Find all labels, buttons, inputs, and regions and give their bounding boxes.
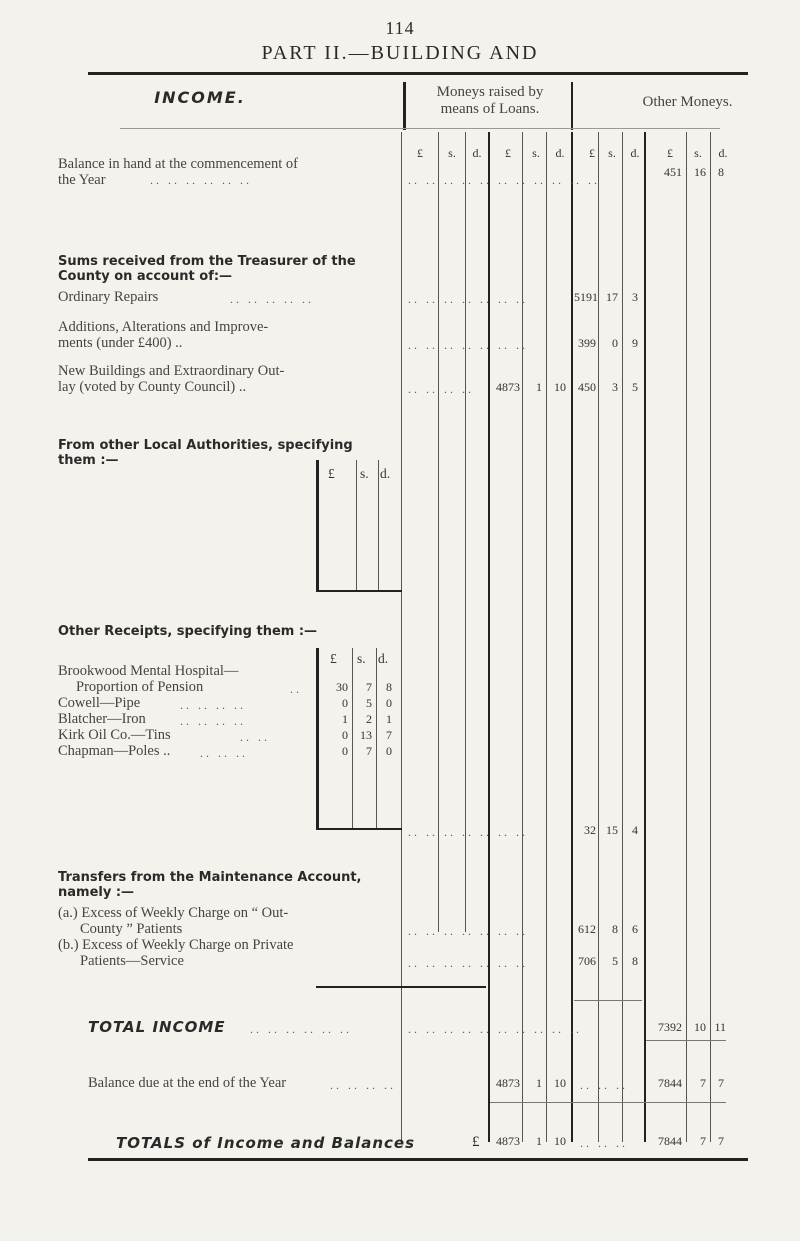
receipt-item-shillings: 7 <box>366 744 372 758</box>
additions-pence: 9 <box>632 336 638 350</box>
balance-due-pence: 7 <box>718 1076 724 1090</box>
sub-header-pence: d. <box>380 466 391 481</box>
other-receipts-total-pence: 4 <box>632 823 638 837</box>
leader-dots: .. .. .. .. .. .. .. .. .. .. .. <box>408 173 600 187</box>
new-buildings-loan-pounds: 4873 <box>496 380 520 394</box>
leader-dots: .. .. .. .. .. .. .. <box>408 292 528 306</box>
additions-line2: ments (under £400) .. <box>58 334 183 351</box>
ordinary-shillings: 17 <box>606 290 618 304</box>
receipt-item-label: Chapman—Poles .. <box>58 743 171 759</box>
transfer-b-pounds: 706 <box>578 954 596 968</box>
balance-due-label: Balance due at the end of the Year <box>88 1075 287 1091</box>
receipt-item-pounds: 1 <box>342 712 348 726</box>
col-header-pence: d. <box>718 146 728 160</box>
page-number: 114 <box>385 18 415 38</box>
transfer-a-shillings: 8 <box>612 922 618 936</box>
leader-dots: .. .. .. <box>200 746 248 760</box>
col-header-pence: d. <box>630 146 640 160</box>
sub-header-pound: £ <box>328 466 335 481</box>
transfer-b-pence: 8 <box>632 954 638 968</box>
transfer-a-line1: (a.) Excess of Weekly Charge on “ Out- <box>58 905 289 921</box>
col-header-shilling: s. <box>448 146 456 160</box>
balance-due-shillings: 7 <box>700 1076 706 1090</box>
leader-dots: .. .. .. .. .. .. .. <box>408 338 528 352</box>
leader-dots: .. .. .. .. <box>180 698 246 712</box>
transfers-bottom-rule <box>316 986 486 988</box>
subtotal-rule <box>574 1000 642 1001</box>
treasurer-heading <box>58 254 356 284</box>
leader-dots: .. <box>290 682 302 696</box>
new-buildings-line1: New Buildings and Extraordinary Out- <box>58 363 285 379</box>
balance-due-loan-pounds: 4873 <box>496 1076 520 1090</box>
col-line <box>571 132 573 1142</box>
leader-dots: .. .. .. .. <box>330 1078 396 1092</box>
loans-heading-line1: Moneys raised by <box>436 84 544 100</box>
balance-due-rule <box>490 1102 726 1103</box>
additions-shillings: 0 <box>612 336 618 350</box>
col-line <box>401 132 402 1142</box>
transfer-a-pounds: 612 <box>578 922 596 936</box>
col-header-shilling: s. <box>694 146 702 160</box>
col-header-pound: £ <box>417 146 423 160</box>
receipt-item-pence: 0 <box>386 696 392 710</box>
ordinary-pounds: 5191 <box>574 290 598 304</box>
total-income-pounds: 7392 <box>658 1020 682 1034</box>
transfer-a-pence: 6 <box>632 922 638 936</box>
additions-label <box>58 320 268 351</box>
col-line <box>644 132 646 1142</box>
transfers-heading <box>58 870 362 900</box>
loans-heading-line2: means of Loans. <box>440 101 540 117</box>
col-header-pound: £ <box>505 146 511 160</box>
totals-pence: 7 <box>718 1134 724 1148</box>
header-divider-2 <box>571 82 573 130</box>
receipt-item-label: Brookwood Mental Hospital— <box>58 663 239 679</box>
leader-dots: .. .. .. <box>580 1078 628 1092</box>
other-receipts-total-shillings: 15 <box>606 823 618 837</box>
total-income-pence: 11 <box>714 1020 726 1034</box>
subtable-bottom-rule <box>316 590 402 592</box>
col-header-pound: £ <box>589 146 595 160</box>
sub-header-shilling: s. <box>357 651 366 666</box>
total-income-rule <box>646 1040 726 1041</box>
sub-header-pence: d. <box>378 651 389 666</box>
leader-dots: .. .. .. .. .. .. .. .. .. .. <box>408 1022 582 1036</box>
subtable-divider <box>316 460 319 590</box>
receipt-item-shillings: 5 <box>366 696 372 710</box>
local-authorities-heading <box>58 438 353 468</box>
totals-loan-shillings: 1 <box>536 1134 542 1148</box>
receipt-item-label: Cowell—Pipe <box>58 695 141 711</box>
leader-dots: .. .. .. .. .. .. <box>250 1022 352 1036</box>
other-receipts-total-pounds: 32 <box>584 823 596 837</box>
col-header-shilling: s. <box>532 146 540 160</box>
totals-pounds: 7844 <box>658 1134 682 1148</box>
treasurer-heading-line1: Sums received from the Treasurer of the <box>58 254 356 269</box>
balance-due-pounds: 7844 <box>658 1076 682 1090</box>
additions-pounds: 399 <box>578 336 596 350</box>
col-header-pound: £ <box>667 146 673 160</box>
receipt-item-shillings: 2 <box>366 712 372 726</box>
subtable-col-line <box>376 648 377 828</box>
col-line <box>546 132 547 1142</box>
col-line <box>598 132 599 1142</box>
transfers-heading-line1: Transfers from the Maintenance Account, <box>58 870 362 885</box>
transfer-b-line2: Patients—Service <box>80 952 184 969</box>
ordinary-pence: 3 <box>632 290 638 304</box>
new-buildings-label <box>58 364 284 395</box>
new-buildings-shillings: 3 <box>612 380 618 394</box>
total-income-label: TOTAL INCOME <box>88 1018 226 1036</box>
transfers-heading-line2: namely :— <box>58 885 135 900</box>
balance-hand-shillings: 16 <box>694 165 706 179</box>
income-heading: INCOME. <box>154 88 246 107</box>
new-buildings-line2: lay (voted by County Council) .. <box>58 378 247 395</box>
sub-header-shilling: s. <box>360 466 369 481</box>
subtable-col-line <box>352 648 353 828</box>
receipt-item-label: Blatcher—Iron <box>58 711 146 727</box>
other-receipts-heading: Other Receipts, specifying them :— <box>58 624 318 639</box>
leader-dots: .. .. .. .. .. <box>230 292 314 306</box>
receipt-item-label: Kirk Oil Co.—Tins <box>58 727 171 743</box>
leader-dots: .. .. <box>240 730 270 744</box>
transfer-a-line2: County ” Patients <box>80 920 183 937</box>
totals-currency: £ <box>472 1134 480 1150</box>
running-title: PART II.—BUILDING AND <box>261 42 539 64</box>
receipt-item-shillings: 13 <box>360 728 372 742</box>
leader-dots: .. .. .. .. <box>180 714 246 728</box>
col-line <box>622 132 623 1142</box>
top-rule <box>88 72 748 75</box>
col-line <box>488 132 490 1142</box>
col-line <box>686 132 687 1142</box>
balance-hand-line1: Balance in hand at the commencement of <box>58 156 298 172</box>
leader-dots: .. .. .. .. <box>408 382 474 396</box>
balance-hand-line2: the Year <box>58 171 106 188</box>
leader-dots: .. .. .. .. .. .. <box>150 173 252 187</box>
balance-due-loan-shillings: 1 <box>536 1076 542 1090</box>
additions-line1: Additions, Alterations and Improve- <box>58 319 269 335</box>
receipt-item-pounds: 30 <box>336 680 348 694</box>
totals-loan-pounds: 4873 <box>496 1134 520 1148</box>
col-header-pence: d. <box>555 146 565 160</box>
leader-dots: .. .. .. .. .. .. .. <box>408 956 528 970</box>
totals-shillings: 7 <box>700 1134 706 1148</box>
other-moneys-heading: Other Moneys. <box>642 94 733 110</box>
transfer-b-shillings: 5 <box>612 954 618 968</box>
receipt-item-label: Proportion of Pension <box>76 679 204 695</box>
receipt-item-pounds: 0 <box>342 728 348 742</box>
col-line <box>522 132 523 1142</box>
receipt-item-pence: 8 <box>386 680 392 694</box>
subtable-col-line <box>378 460 379 590</box>
ordinary-repairs-label: Ordinary Repairs <box>58 289 159 305</box>
receipt-item-pounds: 0 <box>342 696 348 710</box>
local-authorities-line2: them :— <box>58 453 119 468</box>
balance-due-loan-pence: 10 <box>554 1076 566 1090</box>
sub-header-pound: £ <box>330 651 337 666</box>
receipt-item-pounds: 0 <box>342 744 348 758</box>
leader-dots: .. .. .. .. .. .. .. <box>408 924 528 938</box>
col-line <box>710 132 711 1142</box>
balance-hand-pounds: 451 <box>664 165 682 179</box>
new-buildings-loan-shillings: 1 <box>536 380 542 394</box>
transfer-b-label <box>58 938 293 969</box>
bottom-rule <box>88 1158 748 1161</box>
subtable-bottom-rule <box>316 828 402 830</box>
leader-dots: .. .. .. .. .. .. .. <box>408 825 528 839</box>
transfer-a-label <box>58 906 288 937</box>
treasurer-heading-line2: County on account of:— <box>58 269 233 284</box>
subtable-divider <box>316 648 319 828</box>
local-authorities-line1: From other Local Authorities, specifying <box>58 438 353 453</box>
new-buildings-loan-pence: 10 <box>554 380 566 394</box>
header-rule <box>120 128 720 129</box>
loans-heading <box>410 84 570 118</box>
leader-dots: .. .. .. <box>580 1136 628 1150</box>
receipt-item-pence: 1 <box>386 712 392 726</box>
subtable-col-line <box>356 460 357 590</box>
receipt-item-pence: 7 <box>386 728 392 742</box>
total-income-shillings: 10 <box>694 1020 706 1034</box>
totals-loan-pence: 10 <box>554 1134 566 1148</box>
col-header-shilling: s. <box>608 146 616 160</box>
new-buildings-pounds: 450 <box>578 380 596 394</box>
transfer-b-line1: (b.) Excess of Weekly Charge on Private <box>58 937 294 953</box>
balance-hand-pence: 8 <box>718 165 724 179</box>
col-header-pence: d. <box>472 146 482 160</box>
new-buildings-pence: 5 <box>632 380 638 394</box>
col-line <box>438 132 439 932</box>
receipt-item-shillings: 7 <box>366 680 372 694</box>
receipt-item-pence: 0 <box>386 744 392 758</box>
col-line <box>465 132 466 932</box>
header-divider-1 <box>403 82 406 130</box>
totals-label: TOTALS of Income and Balances <box>116 1134 416 1152</box>
